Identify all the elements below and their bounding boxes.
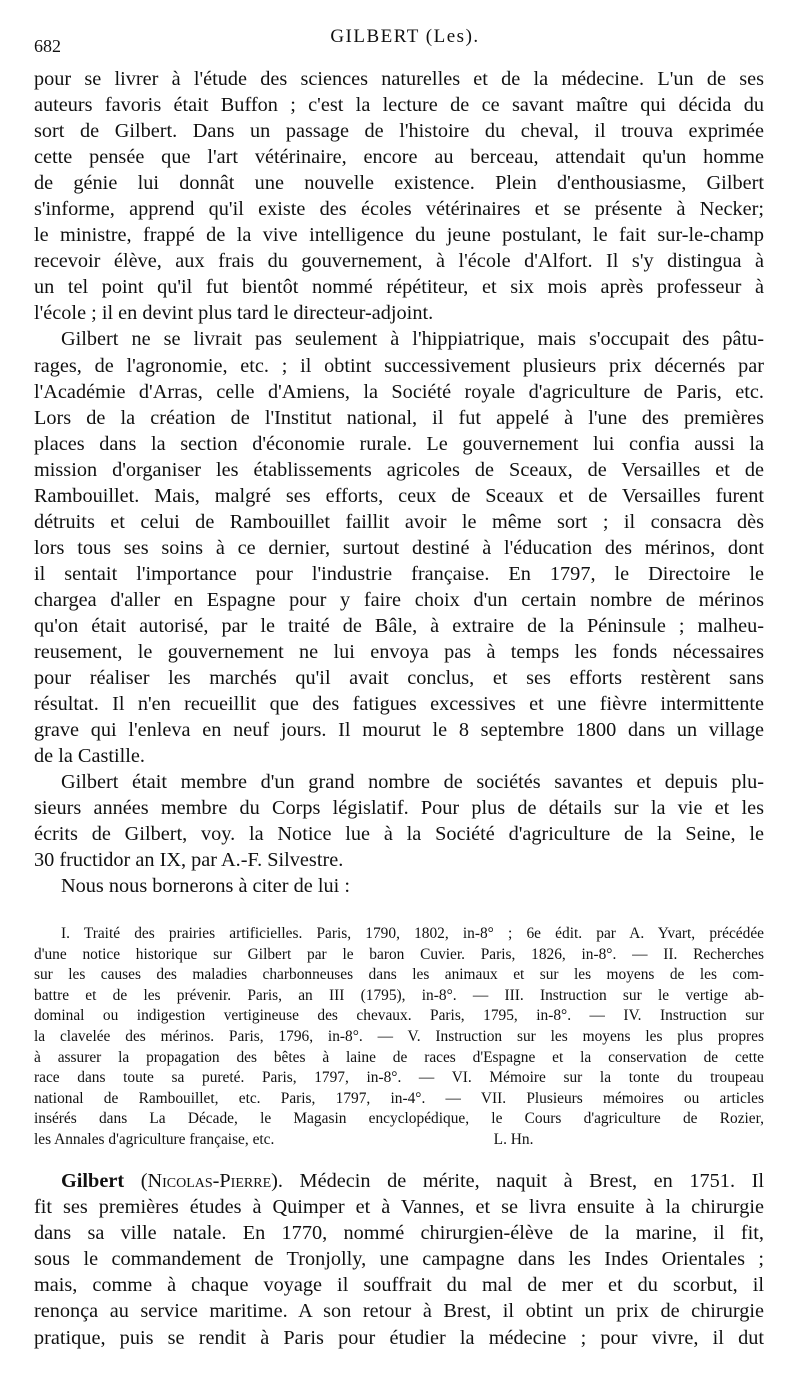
biblio-line: national de Rambouillet, etc. Paris, 1797, in-4°. — VII. Plusieurs mémoires ou articles	[34, 1089, 764, 1107]
text-line: mais, comme à chaque voyage il souffrait du mal de mer et du scorbut, il	[34, 1274, 764, 1297]
text-line: Rambouillet. Mais, malgré ses efforts, ceux de Sceaux et de Versailles furent	[34, 484, 764, 507]
text-line: il sentait l'importance pour l'industrie française. En 1797, le Directoire le	[34, 562, 764, 585]
running-title: GILBERT (Les).	[330, 26, 480, 47]
text-line: Nous nous bornerons à citer de lui :	[61, 875, 350, 898]
text-line: recevoir élève, aux frais du gouvernement, à l'école d'Alfort. Il s'y distingua à	[34, 250, 764, 273]
text-line: de génie lui donnât une nouvelle existence. Plein d'enthousiasme, Gilbert	[34, 172, 764, 195]
page-header	[34, 26, 776, 62]
text-line: pour se livrer à l'étude des sciences naturelles et de la médecine. L'un de ses	[34, 68, 764, 90]
text-line: qu'on était autorisé, par le traité de Bâle, à extraire de la Péninsule ; malheu-	[34, 614, 764, 637]
gilbert-article-body	[34, 66, 764, 900]
text-line: pratique, puis se rendit à Paris pour étudier la médecine ; pour vivre, il dut	[34, 1326, 764, 1349]
page-number: 682	[34, 36, 61, 56]
biblio-line: race dans toute sa pureté. Paris, 1797, in-8°. — VI. Mémoire sur la tonte du troupeau	[34, 1069, 764, 1087]
biblio-line: les Annales d'agriculture française, etc. L. Hn.	[34, 1130, 534, 1148]
text-line: l'Académie d'Arras, celle d'Amiens, la Société royale d'agriculture de Paris, etc.	[34, 380, 764, 403]
biblio-line: I. Traité des prairies artificielles. Paris, 1790, 1802, in-8° ; 6e édit. par A. Yvart, précédée	[61, 925, 764, 942]
biblio-line: sur les causes des maladies charbonneuses dans les animaux et sur les moyens de les com-	[34, 966, 764, 984]
biblio-line: d'une notice historique sur Gilbert par le baron Cuvier. Paris, 1826, in-8°. — II. Recherches	[34, 945, 764, 963]
text-line: mission d'organiser les établissements agricoles de Sceaux, de Versailles et de	[34, 458, 764, 481]
text-line: auteurs favoris était Buffon ; c'est la lecture de ce savant maître qui décida du	[34, 94, 764, 117]
text-line: 30 fructidor an IX, par A.-F. Silvestre.	[34, 849, 344, 872]
bibliography	[34, 924, 764, 1151]
text-line: le ministre, frappé de la vive intelligence du jeune postulant, le fait sur-le-champ	[34, 224, 764, 247]
entry-first-line	[34, 1168, 764, 1194]
text-line: écrits de Gilbert, voy. la Notice lue à la Société d'agriculture de la Seine, le	[34, 823, 764, 846]
text-line: grave qui l'enleva en neuf jours. Il mourut le 8 septembre 1800 dans un village	[34, 719, 764, 742]
text-line: Gilbert était membre d'un grand nombre de sociétés savantes et depuis plu-	[61, 771, 764, 794]
entry-headword: Gilbert	[61, 1170, 125, 1192]
text-line: rages, de l'agronomie, etc. ; il obtint successivement plusieurs prix décernés par	[34, 354, 764, 377]
text-line: lors tous ses soins à ce dernier, surtout destiné à l'éducation des mérinos, dont	[34, 536, 764, 559]
biblio-line: dominal ou indigestion vertigineuse des chevaux. Paris, 1795, in-8°. — IV. Instruction sur	[34, 1007, 764, 1025]
text-line: fit ses premières études à Quimper et à Vannes, et se livra ensuite à la chirurgie	[34, 1196, 764, 1219]
text-line: cette pensée que l'art vétérinaire, encore au berceau, attendait qu'un homme	[34, 146, 764, 169]
text-line: un tel point qu'il fut bientôt nommé répétiteur, et six mois après professeur à	[34, 276, 764, 299]
text-line: sort de Gilbert. Dans un passage de l'histoire du cheval, il trouva exprimée	[34, 120, 764, 143]
gilbert-nicolas-pierre-entry	[34, 1168, 764, 1351]
text-line: Lors de la création de l'Institut national, il fut appelé à l'une des premières	[34, 406, 764, 429]
text-line: reusement, le gouvernement ne lui envoya pas à temps les fonds nécessaires	[34, 641, 764, 664]
biblio-line: la clavelée des mérinos. Paris, 1796, in-8°. — V. Instruction sur les moyens les plus propres	[34, 1027, 764, 1045]
text-line: l'école ; il en devint plus tard le directeur-adjoint.	[34, 302, 434, 325]
text-line: places dans la section d'économie rurale. Le gouvernement lui confia aussi la	[34, 432, 764, 455]
text-line: sous le commandement de Tronjolly, une campagne dans les Indes Orientales ;	[34, 1248, 764, 1271]
entry-first-line-text: Médecin de mérite, naquit à Brest, en 1751. Il	[282, 1170, 764, 1192]
text-line: Gilbert ne se livrait pas seulement à l'hippiatrique, mais s'occupait des pâtu-	[61, 328, 764, 351]
text-line: résultat. Il n'en recueillit que des fatigues excessives et une fièvre intermittente	[34, 693, 764, 716]
text-line: pour réaliser les marchés qu'il avait conclus, et ses efforts restèrent sans	[34, 667, 764, 690]
text-line: détruits et celui de Rambouillet faillit avoir le même sort ; il consacra dès	[34, 510, 764, 533]
entry-given-names: (Nicolas-Pierre).	[140, 1170, 283, 1192]
biblio-line: battre et de les prévenir. Paris, an III (1795), in-8°. — III. Instruction sur le vertige ab-	[34, 986, 764, 1004]
text-line: sieurs années membre du Corps législatif. Pour plus de détails sur la vie et les	[34, 797, 764, 820]
text-line: renonça au service maritime. A son retour à Brest, il obtint un prix de chirurgie	[34, 1300, 764, 1323]
biblio-line: insérés dans La Décade, le Magasin encyclopédique, le Cours d'agriculture de Rozier,	[34, 1110, 764, 1128]
text-line: s'informe, apprend qu'il existe des écoles vétérinaires et se présente à Necker;	[34, 198, 764, 221]
biblio-line: à assurer la propagation des bêtes à laine de races d'Espagne et la conservation de cette	[34, 1048, 764, 1066]
text-line: dans sa ville natale. En 1770, nommé chirurgien-élève de la marine, il fit,	[34, 1222, 764, 1245]
text-line: chargea d'aller en Espagne pour y faire choix d'un certain nombre de mérinos	[34, 588, 764, 611]
text-line: de la Castille.	[34, 745, 145, 768]
